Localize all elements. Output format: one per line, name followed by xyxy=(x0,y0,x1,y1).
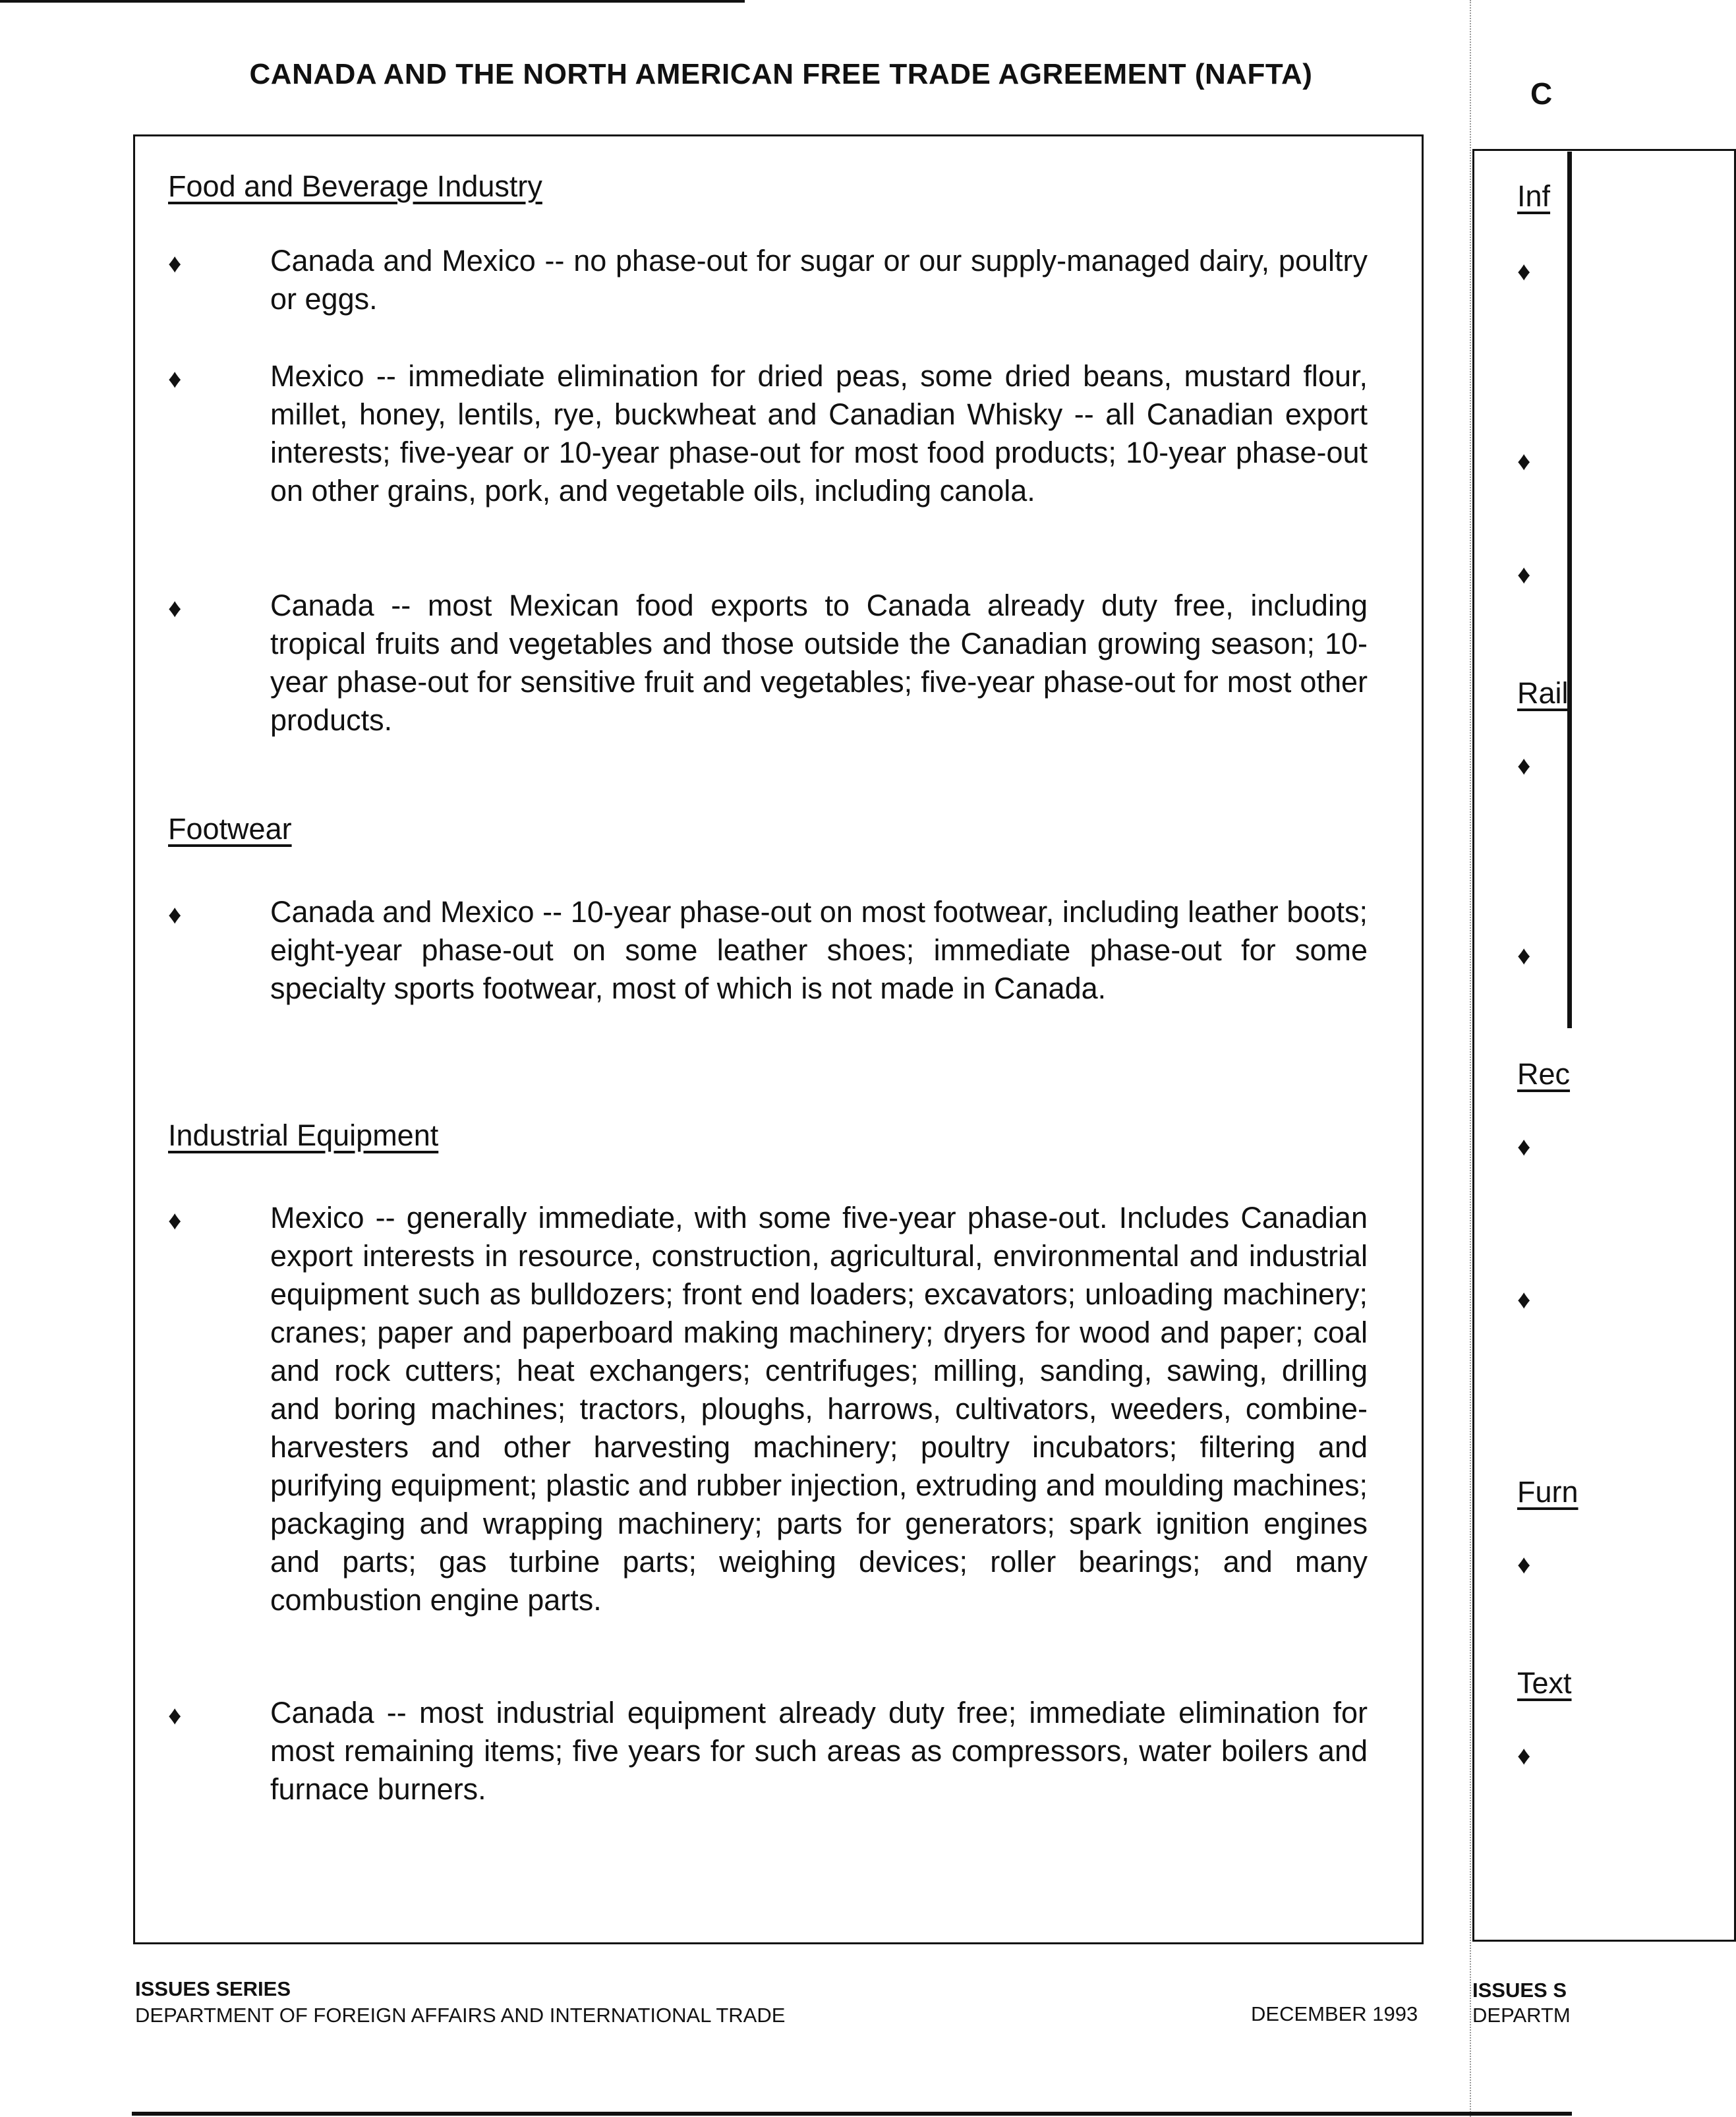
bullet-text: Canada and Mexico -- no phase-out for sugar or our supply-managed dairy, poultry or eggs. xyxy=(270,244,1368,316)
adjacent-margin-bar xyxy=(1567,152,1572,1028)
adjacent-heading: Rail xyxy=(1517,676,1569,710)
bullet-text: Canada and Mexico -- 10-year phase-out on most footwear, including leather boots; eight-year phase-out on some leather shoes; immediate phase-out for some specialty sports footwear, most of which is not made in Canada. xyxy=(270,895,1368,1005)
adjacent-heading: Text xyxy=(1517,1666,1572,1700)
bullet-text: Mexico -- immediate elimination for dried peas, some dried beans, mustard flour, millet, honey, lentils, rye, buckwheat and Canadian Whisky -- all Canadian export interests; five-year or 10-year phase-out for most food products; 10-year phase-out on other grains, pork, and vegetable oils, including canola. xyxy=(270,359,1368,508)
diamond-bullet-icon: ♦ xyxy=(1517,1132,1531,1161)
diamond-bullet-icon: ♦ xyxy=(168,1206,182,1235)
diamond-bullet-icon: ♦ xyxy=(1517,257,1531,286)
diamond-bullet-icon: ♦ xyxy=(168,900,182,929)
section-heading-industrial-equipment: Industrial Equipment xyxy=(168,1118,439,1152)
diamond-bullet-icon: ♦ xyxy=(1517,560,1531,589)
footer-series: ISSUES SERIES xyxy=(135,1977,291,2000)
adjacent-content-box xyxy=(1472,149,1736,1942)
adjacent-heading: Rec xyxy=(1517,1057,1571,1091)
bottom-edge-line xyxy=(132,2112,1572,2116)
diamond-bullet-icon: ♦ xyxy=(168,364,182,393)
adjacent-heading: Inf xyxy=(1517,179,1551,213)
diamond-bullet-icon: ♦ xyxy=(168,249,182,278)
diamond-bullet-icon: ♦ xyxy=(1517,1741,1531,1770)
footer xyxy=(135,1976,785,2029)
diamond-bullet-icon: ♦ xyxy=(168,1701,182,1730)
top-edge-line xyxy=(0,0,745,3)
page-title: CANADA AND THE NORTH AMERICAN FREE TRADE AGREEMENT (NAFTA) xyxy=(249,58,1313,90)
section-heading-food-beverage: Food and Beverage Industry xyxy=(168,169,542,203)
diamond-bullet-icon: ♦ xyxy=(1517,941,1531,970)
adjacent-footer-department: DEPARTM xyxy=(1472,2004,1571,2027)
content-box xyxy=(133,134,1424,1944)
diamond-bullet-icon: ♦ xyxy=(1517,751,1531,780)
footer-date: DECEMBER 1993 xyxy=(1251,2002,1418,2025)
footer-department: DEPARTMENT OF FOREIGN AFFAIRS AND INTERNATIONAL TRADE xyxy=(135,2004,786,2027)
adjacent-page-title: C xyxy=(1530,76,1553,111)
bullet-text: Canada -- most Mexican food exports to Canada already duty free, including tropical fruits and vegetables and those outside the Canadian growing season; 10-year phase-out for sensitive fruit and vegetables; five-year phase-out for most other products. xyxy=(270,589,1368,737)
diamond-bullet-icon: ♦ xyxy=(1517,447,1531,476)
adjacent-page-fragment xyxy=(1464,0,1578,2117)
section-heading-footwear: Footwear xyxy=(168,812,292,846)
page-edge-dotted-line xyxy=(1470,0,1471,2117)
adjacent-footer-series: ISSUES S xyxy=(1472,1979,1567,2002)
adjacent-heading: Furn xyxy=(1517,1475,1578,1509)
diamond-bullet-icon: ♦ xyxy=(1517,1550,1531,1579)
diamond-bullet-icon: ♦ xyxy=(168,594,182,623)
diamond-bullet-icon: ♦ xyxy=(1517,1285,1531,1314)
bullet-text: Canada -- most industrial equipment already duty free; immediate elimination for most remaining items; five years for such areas as compressors, water boilers and furnace burners. xyxy=(270,1696,1368,1806)
bullet-text: Mexico -- generally immediate, with some five-year phase-out. Includes Canadian export interests in resource, construction, agricultural, environmental and industrial equipment such as bulldozers; front end loaders; excavators; unloading machinery; cranes; paper and paperboard making machinery; dryers for wood and paper; coal and rock cutters; heat exchangers; centrifuges; milling, sanding, sawing, drilling and boring machines; tractors, ploughs, harrows, cultivators, weeders, combine-harvesters and other harvesting machinery; poultry incubators; filtering and purifying equipment; plastic and rubber injection, extruding and moulding machines; packaging and wrapping machinery; parts for generators; spark ignition engines and parts; gas turbine parts; weighing devices; roller bearings; and many combustion engine parts. xyxy=(270,1201,1368,1617)
